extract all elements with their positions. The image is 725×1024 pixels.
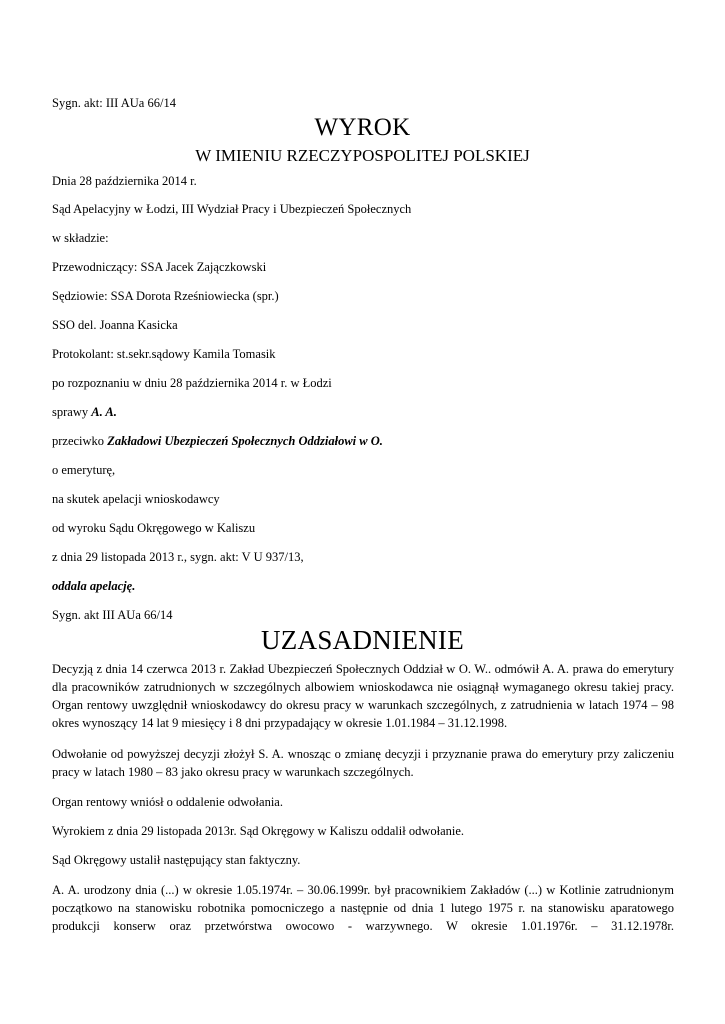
against-party: Zakładowi Ubezpieczeń Społecznych Oddziałowi w O. <box>107 434 383 448</box>
justification-heading: UZASADNIENIE <box>260 625 465 655</box>
against-line <box>52 433 383 449</box>
case-signature-top: Sygn. akt: III AUa 66/14 <box>52 96 176 110</box>
chairman: Przewodniczący: SSA Jacek Zajączkowski <box>52 260 267 274</box>
against-prefix: przeciwko <box>52 434 108 448</box>
judgment-date: Dnia 28 października 2014 r. <box>52 174 197 188</box>
lower-court-judgment: od wyroku Sądu Okręgowego w Kaliszu <box>52 521 256 535</box>
document-subtitle: W IMIENIU RZECZYPOSPOLITEJ POLSKIEJ <box>195 146 530 165</box>
justification-paragraph-5: Sąd Okręgowy ustalił następujący stan faktyczny. <box>52 853 301 867</box>
justification-paragraph-1: Decyzją z dnia 14 czerwca 2013 r. Zakład Ubezpieczeń Społecznych Oddział w O. W.. odmówił A. A. prawa do emerytury dla pracowników zatrudnionych w szczególnych albowiem wnioskodawca nie osiągnął wymaganego okresu takiej pracy. Organ rentowy uwzględnił wnioskodawcy do okresu pracy w warunkach szczególnych, z zatrudnienia w latach 1974 – 98 okres wynoszący 14 lat 9 miesięcy i 8 dni przypadający w okresie 1.01.1984 – 31.12.1998. <box>52 662 674 730</box>
judges: Sędziowie: SSA Dorota Rześniowiecka (spr.) <box>52 289 279 303</box>
composition-label: w składzie: <box>52 231 109 245</box>
appeal-basis: na skutek apelacji wnioskodawcy <box>52 492 220 506</box>
clerk: Protokolant: st.sekr.sądowy Kamila Tomasik <box>52 347 276 361</box>
court-name: Sąd Apelacyjny w Łodzi, III Wydział Pracy i Ubezpieczeń Społecznych <box>52 202 412 216</box>
case-party: A. A. <box>91 405 117 419</box>
case-party-line <box>52 404 117 420</box>
justification-paragraph-3: Organ rentowy wniósł o oddalenie odwołania. <box>52 795 283 809</box>
case-signature-justification: Sygn. akt III AUa 66/14 <box>52 608 173 622</box>
document-title: WYROK <box>314 114 411 141</box>
justification-paragraph-4: Wyrokiem z dnia 29 listopada 2013r. Sąd Okręgowy w Kaliszu oddalił odwołanie. <box>52 824 465 838</box>
judge-second: SSO del. Joanna Kasicka <box>52 318 178 332</box>
case-subject: o emeryturę, <box>52 463 116 477</box>
hearing-info: po rozpoznaniu w dniu 28 października 2014 r. w Łodzi <box>52 376 332 390</box>
case-prefix: sprawy <box>52 405 92 419</box>
lower-judgment-date: z dnia 29 listopada 2013 r., sygn. akt: V U 937/13, <box>52 550 304 564</box>
justification-paragraph-6: A. A. urodzony dnia (...) w okresie 1.05.1974r. – 30.06.1999r. był pracownikiem Zakładów (...) w Kotlinie zatrudnionym początkowo na stanowisku robotnika pomocniczego a następnie od dnia 1 lutego 1975 r. na stanowisku aparatowego produkcji konserw oraz przetwórstwa owocowo - warzywnego. W okresie 1.01.1976r. – 31.12.1978r. <box>52 883 674 933</box>
verdict: oddala apelację. <box>52 579 136 593</box>
justification-paragraph-2: Odwołanie od powyższej decyzji złożył S. A. wnosząc o zmianę decyzji i przyznanie prawa do emerytury przy zaliczeniu pracy w latach 1980 – 83 jako okresu pracy w warunkach szczególnych. <box>52 747 674 779</box>
